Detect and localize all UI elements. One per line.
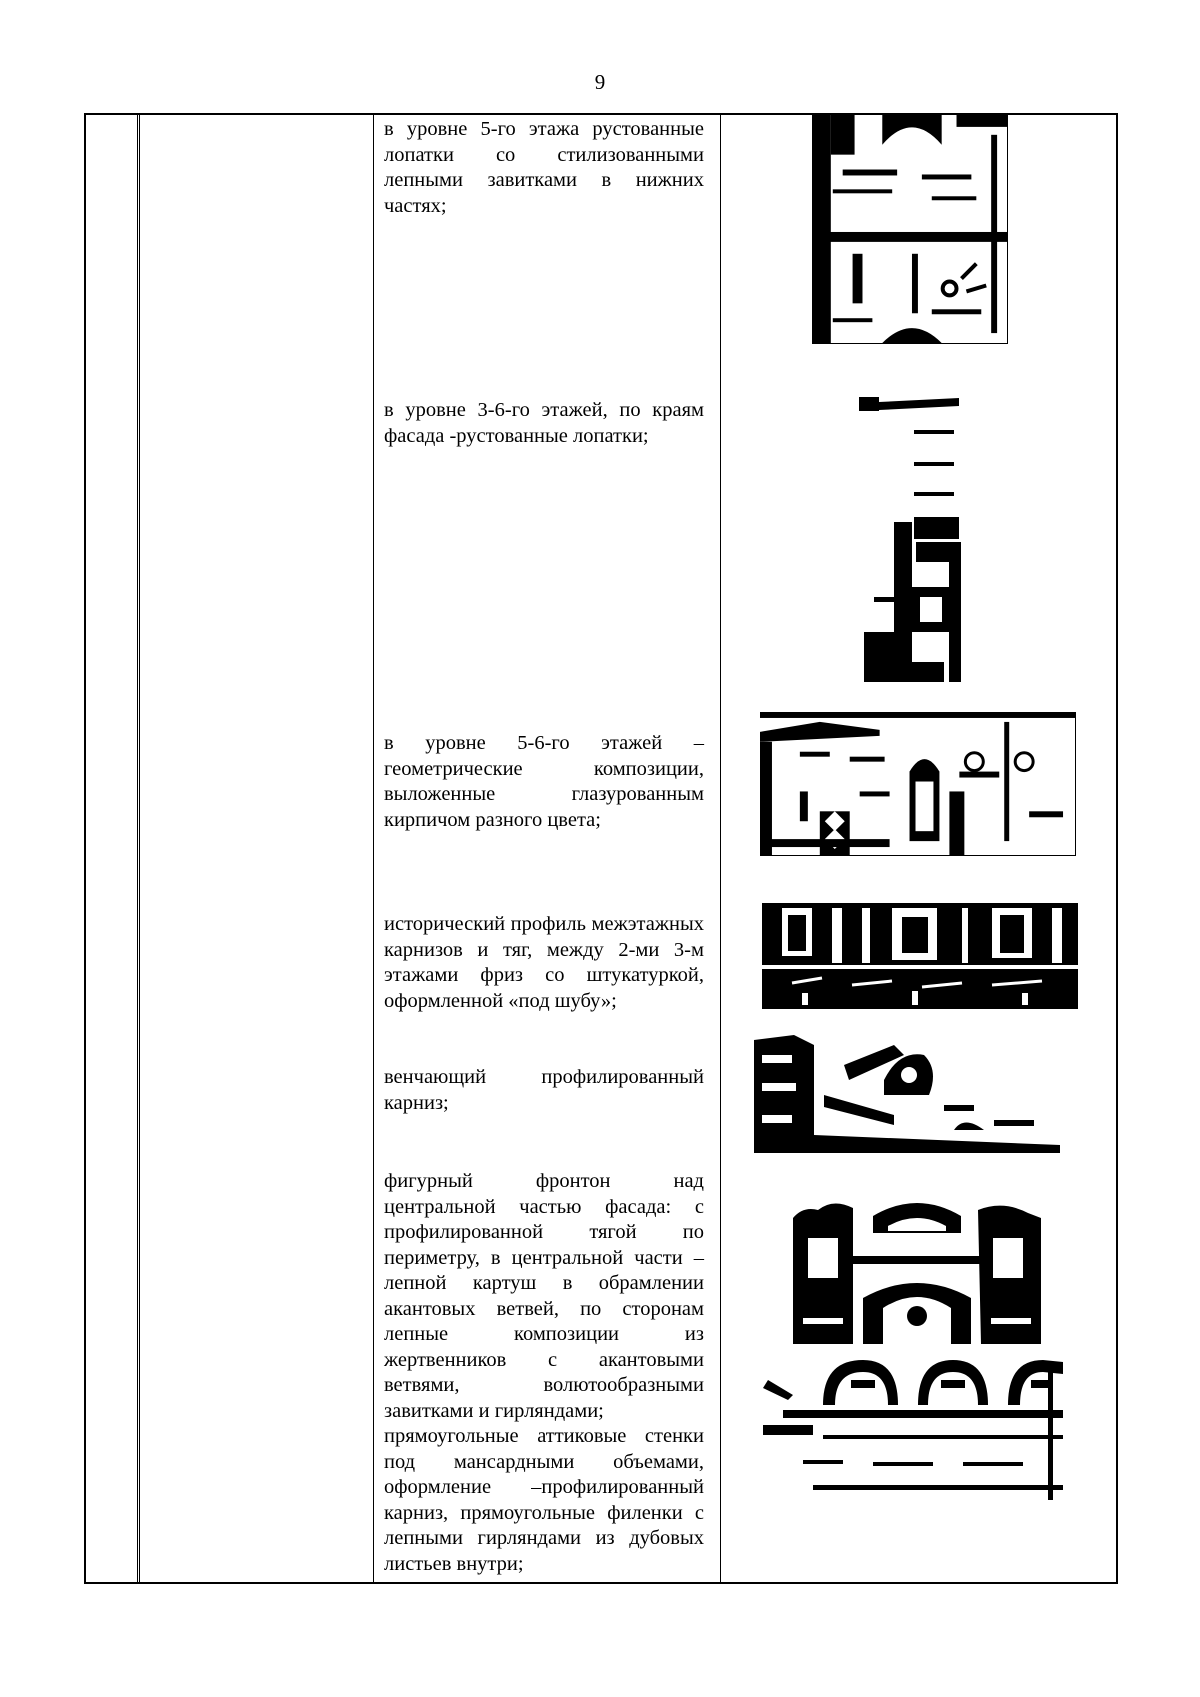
feature-description: фигурный фронтон над центральной частью фасада: с профилированной тягой по периметру, в центральной части – лепной картуш в обрамлении акантовых ветвей, по сторонам лепные композиции из жертвенников с акантовыми ветвями, волютообразными завитками и гирляндами; bbox=[384, 1170, 704, 1422]
column-divider bbox=[373, 113, 374, 1584]
crowning-cornice-photo bbox=[754, 1035, 1060, 1153]
feature-description: в уровне 3-6-го этажей, по краям фасада -рустованные лопатки; bbox=[384, 399, 704, 447]
figured-pediment-photo bbox=[793, 1198, 1041, 1344]
feature-description: исторический профиль межэтажных карнизов и тяг, между 2-ми 3-м этажами фриз со штукатуркой, оформленной «под шубу»; bbox=[384, 913, 704, 1012]
feature-description: в уровне 5-6-го этажей – геометрические композиции, выложенные глазурованным кирпичом разного цвета; bbox=[384, 732, 704, 831]
glazed-brick-composition-photo bbox=[760, 712, 1076, 856]
attic-walls-photo bbox=[763, 1350, 1063, 1502]
page-number: 9 bbox=[594, 70, 606, 94]
feature-description: прямоугольные аттиковые стенки под мансардными объемами, оформление –профилированный карниз, прямоугольные филенки с лепными гирляндами из дубовых листьев внутри; bbox=[384, 1425, 704, 1575]
rusticated-pilaster-photo bbox=[854, 392, 964, 682]
facade-pilasters-volutes-photo bbox=[812, 114, 1008, 344]
feature-description: венчающий профилированный карниз; bbox=[384, 1066, 704, 1114]
column-divider bbox=[720, 115, 721, 1582]
column-divider bbox=[137, 113, 138, 1584]
column-divider bbox=[139, 115, 140, 1582]
cornice-frieze-photo bbox=[762, 903, 1078, 1009]
feature-description: в уровне 5-го этажа рустованные лопатки со стилизованными лепными завитками в нижних частях; bbox=[384, 118, 704, 217]
